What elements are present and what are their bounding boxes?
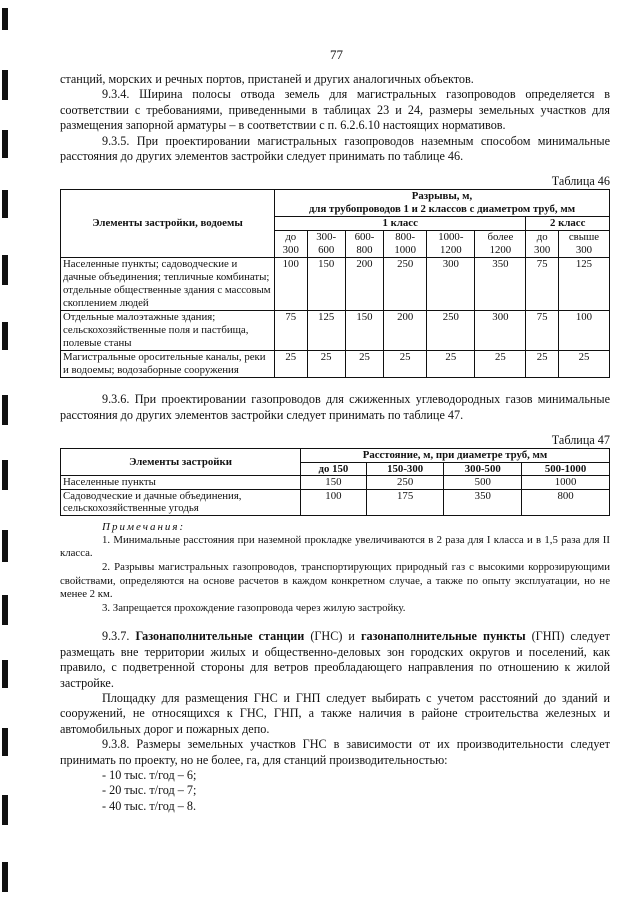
table-46-cell: 250 xyxy=(384,258,427,311)
table-46-cell: 150 xyxy=(307,258,345,311)
table-46-diam: свыше 300 xyxy=(558,231,609,258)
paragraph-9-3-7-site: Площадку для размещения ГНС и ГНП следует выбирать с учетом расстояний до зданий и сооружений, не относящихся к ГНС, ГНП, а также наличия в районе строительства железных и автомобильных дорог и пожарных депо. xyxy=(60,690,610,736)
table-46-cell: 350 xyxy=(475,258,526,311)
paragraph-9-3-6: 9.3.6. При проектировании газопроводов для сжиженных углеводородных газов минимальные расстояния до других элементов застройки следует принимать по таблице 47. xyxy=(60,392,610,422)
table-47-diam: 500-1000 xyxy=(522,462,610,476)
table-row xyxy=(61,489,610,515)
table-row xyxy=(61,476,610,490)
notes-title: Примечания: xyxy=(102,520,186,533)
table-46-cell: 25 xyxy=(384,351,427,378)
binding-mark xyxy=(2,530,8,562)
note-item: 1. Минимальные расстояния при наземной прокладке увеличиваются в 2 раза для I класса и в 1,5 раза для II класса. xyxy=(60,533,610,560)
table-46-cell: 300 xyxy=(475,311,526,351)
table-46-row-name: Населенные пункты; садоводческие и дачные объединения; тепличные комбинаты; отдельные общественные здания с массовым скоплением людей xyxy=(61,258,275,311)
paragraph-9-3-7 xyxy=(60,629,610,691)
table-46-class2: 2 класс xyxy=(526,217,610,231)
binding-mark xyxy=(2,8,8,30)
binding-mark xyxy=(2,862,8,892)
table-row xyxy=(61,311,610,351)
intro-paragraph: станций, морских и речных портов, пристаней и других аналогичных объектов. xyxy=(60,72,474,86)
table-46-cell: 25 xyxy=(275,351,308,378)
notes-list xyxy=(60,534,610,616)
table-46-diam: до 300 xyxy=(526,231,559,258)
table-47-cell: 250 xyxy=(366,476,444,490)
table-46-row-name: Отдельные малоэтажные здания; сельскохозяйственные поля и пастбища, полевые станы xyxy=(61,311,275,351)
table-47-cell: 175 xyxy=(366,489,444,515)
table-47-cell: 800 xyxy=(522,489,610,515)
table-47-cell: 500 xyxy=(444,476,522,490)
table-47-caption: Таблица 47 xyxy=(551,433,610,448)
binding-mark xyxy=(2,322,8,350)
table-47-header: Расстояние, м, при диаметре труб, мм xyxy=(301,449,610,463)
table-47-row-name: Населенные пункты xyxy=(61,476,301,490)
binding-mark xyxy=(2,70,8,100)
para-937-bold-gns: Газонаполнительные станции xyxy=(135,629,305,644)
table-46-diam: 600-800 xyxy=(345,231,383,258)
table-46-cell: 200 xyxy=(345,258,383,311)
table-46-diam: 800-1000 xyxy=(384,231,427,258)
table-47-row-name: Садоводческие и дачные объединения, сельскохозяйственные угодья xyxy=(61,489,301,515)
table-46-class1: 1 класс xyxy=(275,217,526,231)
table-row xyxy=(61,258,610,311)
binding-marks xyxy=(2,0,12,905)
table-47 xyxy=(60,448,610,516)
list-item: - 40 тыс. т/год – 8. xyxy=(102,798,197,813)
table-46-diam: 1000-1200 xyxy=(427,231,475,258)
paragraph-9-3-4: 9.3.4. Ширина полосы отвода земель для магистральных газопроводов определяется в соответствии с требованиями, приведенными в таблицах 23 и 24, размеры земельных участков для размещения запорной арматуры – в соответствии с п. 6.2.6.10 настоящих нормативов. xyxy=(60,87,610,133)
table-46-cell: 25 xyxy=(526,351,559,378)
paragraph-9-3-5: 9.3.5. При проектировании магистральных газопроводов наземным способом минимальные расстояния до других элементов застройки следует принимать по таблице 46. xyxy=(60,133,610,164)
table-46-cell: 100 xyxy=(558,311,609,351)
note-item: 3. Запрещается прохождение газопровода через жилую застройку. xyxy=(102,601,406,614)
binding-mark xyxy=(2,660,8,688)
table-46-col-elements: Элементы застройки, водоемы xyxy=(61,190,275,258)
table-row xyxy=(61,351,610,378)
table-46-cell: 25 xyxy=(558,351,609,378)
table-46-cell: 75 xyxy=(526,258,559,311)
table-46-cell: 75 xyxy=(275,311,308,351)
table-47-col-elements: Элементы застройки xyxy=(61,449,301,476)
binding-mark xyxy=(2,395,8,425)
list-item: - 10 тыс. т/год – 6; xyxy=(102,767,197,782)
binding-mark xyxy=(2,130,8,158)
table-46-cell: 25 xyxy=(345,351,383,378)
table-46-caption: Таблица 46 xyxy=(551,174,610,189)
table-46-cell: 25 xyxy=(475,351,526,378)
binding-mark xyxy=(2,190,8,218)
table-46 xyxy=(60,189,610,378)
page-number: 77 xyxy=(330,47,343,62)
list-item: - 20 тыс. т/год – 7; xyxy=(102,783,197,798)
table-46-cell: 25 xyxy=(427,351,475,378)
table-47-diam: до 150 xyxy=(301,462,367,476)
document-page xyxy=(60,40,610,814)
binding-mark xyxy=(2,255,8,285)
para-937-bold-gnp: газонаполнительные пункты xyxy=(360,629,526,644)
table-47-cell: 350 xyxy=(444,489,522,515)
table-46-cell: 125 xyxy=(558,258,609,311)
table-46-cell: 200 xyxy=(384,311,427,351)
table-46-diam: 300-600 xyxy=(307,231,345,258)
binding-mark xyxy=(2,460,8,490)
table-47-cell: 150 xyxy=(301,476,367,490)
table-46-cell: 150 xyxy=(345,311,383,351)
table-47-cell: 1000 xyxy=(522,476,610,490)
paragraph-9-3-8: 9.3.8. Размеры земельных участков ГНС в зависимости от их производительности следует принимать по проекту, но не более, га, для станций производительностью: xyxy=(60,737,610,767)
table-46-header-sub: для трубопроводов 1 и 2 классов с диаметром труб, мм xyxy=(308,203,576,216)
table-46-diam: до 300 xyxy=(275,231,308,258)
binding-mark xyxy=(2,595,8,625)
para-937-num: 9.3.7. xyxy=(102,629,130,644)
note-item: 2. Разрывы магистральных газопроводов, транспортирующих природный газ с высокими коррозирующими свойствами, определяются на основе расчетов в каждом конкретном случае, а также по опыту эксплуатации, но не менее 2 км. xyxy=(60,560,610,601)
binding-mark xyxy=(2,728,8,756)
table-46-cell: 100 xyxy=(275,258,308,311)
table-46-cell: 300 xyxy=(427,258,475,311)
table-46-cell: 25 xyxy=(307,351,345,378)
table-46-cell: 75 xyxy=(526,311,559,351)
table-47-diam: 300-500 xyxy=(444,462,522,476)
binding-mark xyxy=(2,795,8,825)
table-46-header xyxy=(275,190,610,217)
table-46-header-main: Разрывы, м, xyxy=(411,190,473,203)
table-46-cell: 125 xyxy=(307,311,345,351)
table-47-cell: 100 xyxy=(301,489,367,515)
para-937-rest: (ГНП) следует размещать вне территории жилых и общественно-деловых зон городских округов и поселений, как правило, с подветренной стороны для ветров преобладающего направления по отношению к жилой застройке. xyxy=(60,629,611,690)
table-47-diam: 150-300 xyxy=(366,462,444,476)
table-46-cell: 250 xyxy=(427,311,475,351)
table-46-diam: более 1200 xyxy=(475,231,526,258)
para-937-mid: (ГНС) и xyxy=(310,629,355,644)
table-46-row-name: Магистральные оросительные каналы, реки и водоемы; водозаборные сооружения xyxy=(61,351,275,378)
